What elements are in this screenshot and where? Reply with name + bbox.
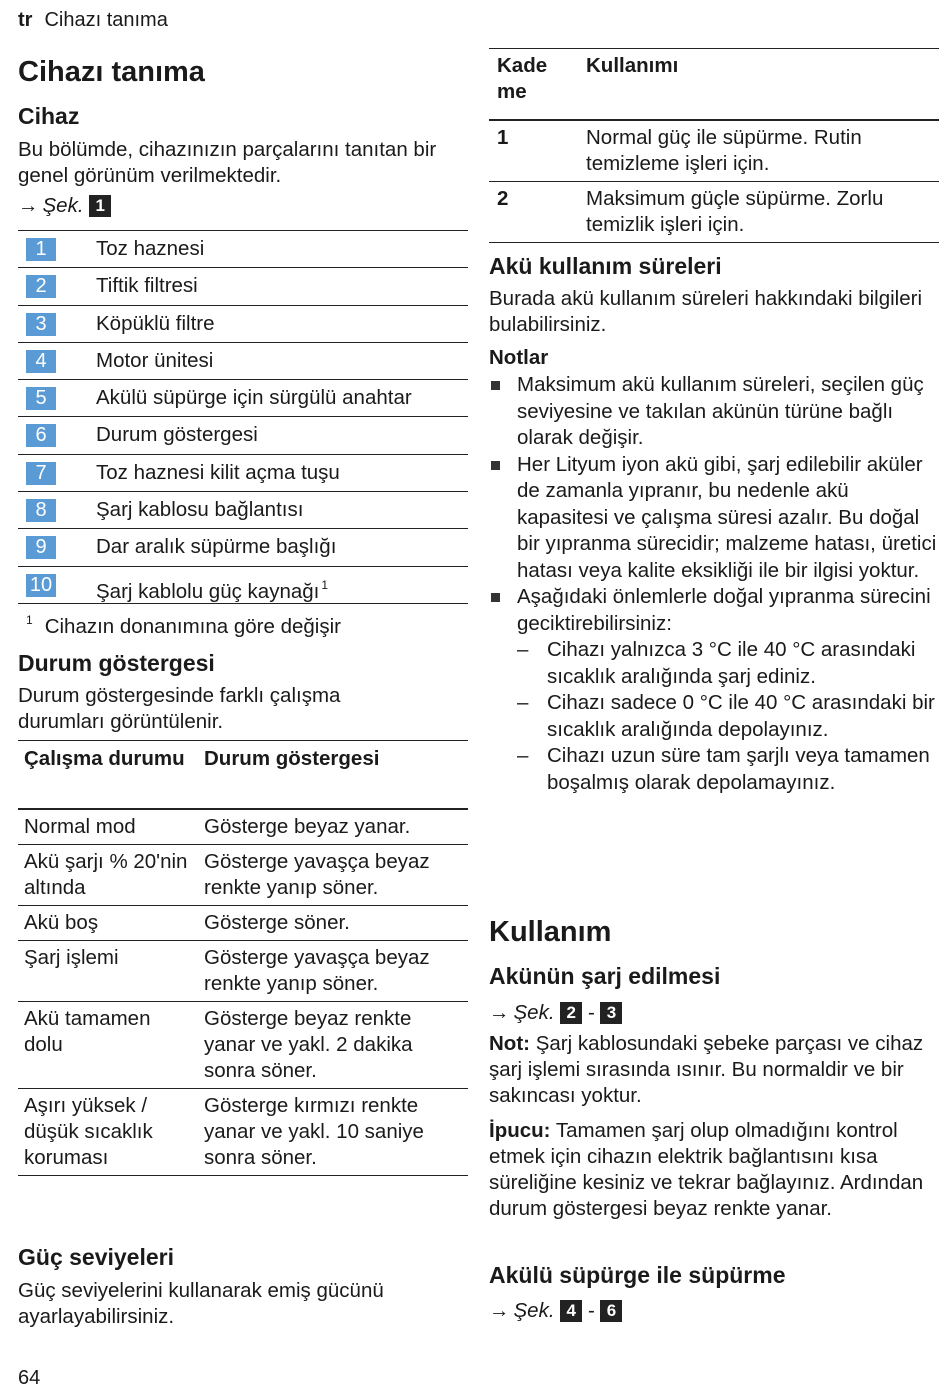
state-cell: Akü tamamen dolu (18, 1001, 198, 1088)
part-label: Toz haznesi kilit açma tuşu (96, 460, 340, 484)
indicator-cell: Gösterge beyaz yanar. (198, 809, 468, 845)
power-levels-table (489, 48, 939, 243)
part-number: 10 (26, 574, 56, 597)
list-item (18, 231, 468, 268)
status-intro: Durum göstergesinde farklı çalışma durumları görüntülenir. (18, 684, 341, 733)
list-item (18, 268, 468, 305)
parts-list (18, 230, 468, 604)
figure-label: Şek. (42, 194, 84, 217)
figure-number: 2 (560, 1002, 582, 1024)
state-cell: Aşırı yüksek / düşük sıcaklık koruması (18, 1088, 198, 1175)
figure-number: 4 (560, 1300, 582, 1322)
part-label: Akülü süpürge için sürgülü anahtar (96, 386, 412, 410)
column-header-indicator: Durum göstergesi (198, 741, 468, 809)
list-item (18, 567, 468, 604)
figure-label: Şek. (513, 1299, 555, 1322)
level-cell: 1 (489, 120, 578, 182)
part-number: 3 (26, 313, 56, 336)
part-number: 2 (26, 275, 56, 298)
section-title: Cihazı tanıma (18, 56, 205, 88)
indicator-cell: Gösterge söner. (198, 905, 468, 940)
page-number: 64 (18, 1367, 41, 1389)
figure-reference (489, 1000, 622, 1026)
column-header-level: Kade me (489, 49, 578, 121)
table-row (18, 940, 468, 1001)
table-header-row (18, 741, 468, 809)
notes-heading: Notlar (489, 346, 549, 369)
figure-number: 6 (600, 1300, 622, 1322)
tip-text: Tamamen şarj olup olmadığını kontrol etmek için cihazın elektrik bağlantısını kısa süreliğine kesiniz ve tekrar bağlayınız. Ardından durum göstergesi beyaz renkte yanar. (489, 1119, 924, 1220)
list-item: – Cihazı yalnızca 3 °C ile 40 °C arasındaki sıcaklık aralığında şarj ediniz. (517, 637, 939, 690)
table-row (18, 1088, 468, 1175)
part-label: Durum göstergesi (96, 423, 258, 447)
table-row (18, 905, 468, 940)
table-row (489, 182, 939, 243)
power-heading: Güç seviyeleri (18, 1244, 174, 1270)
usage-title: Kullanım (489, 916, 612, 948)
cihaz-heading: Cihaz (18, 103, 80, 129)
page-header (18, 9, 168, 32)
notes-block (489, 372, 939, 796)
list-item (18, 492, 468, 529)
use-cell: Normal güç ile süpürme. Rutin temizleme işleri için. (578, 120, 939, 182)
part-label: Şarj kablosu bağlantısı (96, 498, 304, 522)
list-item: – Cihazı sadece 0 °C ile 40 °C arasındaki bir sıcaklık aralığında depolayınız. (517, 690, 939, 743)
header-title: Cihazı tanıma (44, 9, 168, 31)
figure-number: 1 (89, 195, 111, 217)
charge-tip (489, 1118, 939, 1222)
figure-range-separator: - (587, 1001, 595, 1024)
footnote-mark: 1 (26, 613, 33, 627)
footnote-text: Cihazın donanımına göre değişir (44, 615, 341, 638)
column-header-state: Çalışma durumu (18, 741, 198, 809)
figure-reference (489, 1298, 622, 1324)
battery-heading: Akü kullanım süreleri (489, 253, 722, 279)
list-item: Her Lityum iyon akü gibi, şarj edilebilir aküler de zamanla yıpranır, bu nedenle akü kapasitesi ve çalışma süresi azalır. Bu doğal bir yıpranma sürecidir; malzeme hatası, üretici hatası veya kalite eksikliği ile bir ilgisi yoktur. (489, 452, 939, 585)
note-text: Aşağıdaki önlemlerle doğal yıpranma sürecini geciktirebilirsiniz: (517, 585, 931, 635)
cihaz-intro: Bu bölümde, cihazınızın parçalarını tanıtan bir genel görünüm verilmektedir. (18, 138, 437, 187)
table-row (489, 120, 939, 182)
tip-label: İpucu: (489, 1119, 551, 1142)
figure-label: Şek. (513, 1001, 555, 1024)
part-number: 7 (26, 462, 56, 485)
figure-range-separator: - (587, 1299, 595, 1322)
status-table (18, 740, 468, 1176)
footnote-marker: 1 (321, 577, 329, 592)
part-number: 8 (26, 499, 56, 522)
part-number: 4 (26, 350, 56, 373)
indicator-cell: Gösterge yavaşça beyaz renkte yanıp söner. (198, 844, 468, 905)
list-item (18, 343, 468, 380)
part-number: 5 (26, 387, 56, 410)
language-code: tr (18, 9, 33, 31)
part-label: Tiftik filtresi (96, 274, 198, 298)
sub-notes-list (517, 637, 939, 796)
table-row (18, 809, 468, 845)
level-cell: 2 (489, 182, 578, 243)
figure-reference (18, 193, 111, 219)
note-text: Şarj kablosundaki şebeke parçası ve cihaz şarj işlemi sırasında ısınır. Bu normaldir ve bir sakıncası yoktur. (489, 1032, 924, 1107)
state-cell: Akü boş (18, 905, 198, 940)
arrow-icon: → (489, 1001, 510, 1024)
list-item: – Cihazı uzun süre tam şarjlı veya tamamen boşalmış olarak depolamayınız. (517, 743, 939, 796)
list-item (18, 417, 468, 454)
state-cell: Şarj işlemi (18, 940, 198, 1001)
part-number: 6 (26, 424, 56, 447)
part-label-text: Şarj kablolu güç kaynağı (96, 579, 320, 603)
indicator-cell: Gösterge kırmızı renkte yanar ve yakl. 10 saniye sonra söner. (198, 1088, 468, 1175)
table-row (18, 844, 468, 905)
part-label: Köpüklü filtre (96, 311, 215, 335)
battery-intro: Burada akü kullanım süreleri hakkındaki bilgileri bulabilirsiniz. (489, 287, 922, 336)
list-item (18, 455, 468, 492)
table-row (18, 1001, 468, 1088)
figure-number: 3 (600, 1002, 622, 1024)
part-label (96, 572, 328, 605)
arrow-icon: → (489, 1299, 510, 1322)
table-header-row (489, 49, 939, 121)
list-item (489, 584, 939, 796)
notes-list (489, 372, 939, 796)
power-intro: Güç seviyelerini kullanarak emiş gücünü ayarlayabilirsiniz. (18, 1279, 384, 1328)
charge-note (489, 1031, 939, 1109)
part-number: 9 (26, 536, 56, 559)
part-number: 1 (26, 238, 56, 261)
indicator-cell: Gösterge yavaşça beyaz renkte yanıp söner. (198, 940, 468, 1001)
vacuum-heading: Akülü süpürge ile süpürme (489, 1262, 786, 1288)
state-cell: Akü şarjı % 20'nin altında (18, 844, 198, 905)
indicator-cell: Gösterge beyaz renkte yanar ve yakl. 2 dakika sonra söner. (198, 1001, 468, 1088)
footnote (26, 607, 341, 640)
note-label: Not: (489, 1032, 530, 1055)
list-item: Maksimum akü kullanım süreleri, seçilen güç seviyesine ve takılan akünün türüne bağlı olarak değişir. (489, 372, 939, 452)
state-cell: Normal mod (18, 809, 198, 845)
part-label: Motor ünitesi (96, 348, 214, 372)
use-cell: Maksimum güçle süpürme. Zorlu temizlik işleri için. (578, 182, 939, 243)
arrow-icon: → (18, 194, 39, 217)
status-heading: Durum göstergesi (18, 650, 215, 676)
part-label: Dar aralık süpürme başlığı (96, 535, 337, 559)
list-item (18, 306, 468, 343)
list-item (18, 529, 468, 566)
part-label: Toz haznesi (96, 237, 205, 260)
column-header-use: Kullanımı (578, 49, 939, 121)
charge-heading: Akünün şarj edilmesi (489, 963, 721, 989)
list-item (18, 380, 468, 417)
